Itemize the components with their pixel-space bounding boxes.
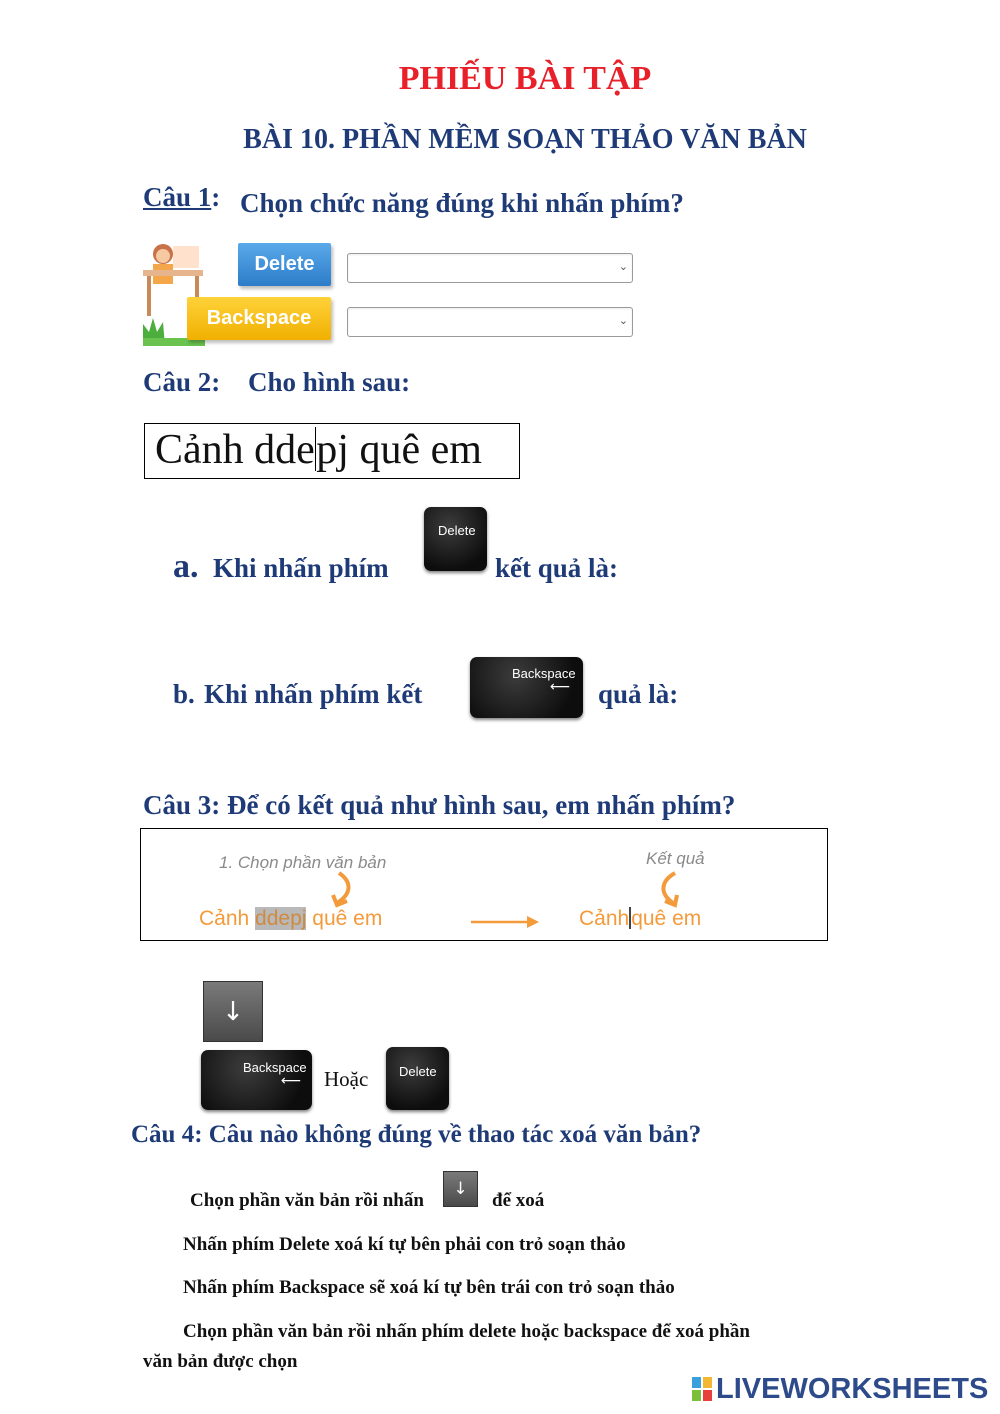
q4-option-2[interactable]: Nhấn phím Delete xoá kí tự bên phải con trỏ soạn thảo [183, 1234, 626, 1255]
q2-sample-text-box [144, 423, 520, 479]
backspace-key-label: Backspace [187, 297, 331, 340]
q2-b-result: quả là: [598, 679, 679, 709]
q3-figure [140, 828, 828, 941]
before-text-b: quê em [306, 907, 383, 930]
worksheet-title: PHIẾU BÀI TẬP [398, 60, 652, 97]
selected-text: ddepj [255, 907, 307, 930]
q4-option-3[interactable]: Nhấn phím Backspace sẽ xoá kí tự bên trái con trỏ soạn thảo [183, 1277, 675, 1298]
liveworksheets-logo-icon [692, 1377, 712, 1401]
q4-question: Câu 4: Câu nào không đúng về thao tác xoá văn bản? [131, 1121, 702, 1148]
delete-key-option[interactable] [386, 1047, 449, 1110]
chevron-down-icon: ⌄ [618, 314, 628, 327]
q4-option-1[interactable] [190, 1190, 424, 1212]
worksheet-subtitle: BÀI 10. PHẦN MỀM SOẠN THẢO VĂN BẢN [243, 124, 807, 155]
figure-step-label: 1. Chọn phần văn bản [219, 853, 387, 872]
before-text-a: Cảnh [199, 907, 256, 930]
figure-after-text [579, 907, 701, 931]
chevron-down-icon: ⌄ [618, 260, 628, 273]
or-label: Hoặc [324, 1067, 369, 1091]
q2-a-result: kết quả là: [495, 553, 619, 583]
delete-function-dropdown[interactable] [347, 253, 633, 283]
right-arrow-icon [471, 915, 541, 929]
q2-sample-text [155, 426, 482, 474]
down-arrow-key-option[interactable] [203, 981, 263, 1042]
figure-before-text [199, 907, 382, 931]
delete-key-icon [424, 507, 487, 571]
down-arrow-key-icon [443, 1171, 478, 1207]
delete-key-text: Delete [399, 1064, 437, 1079]
backspace-key-icon [470, 657, 583, 718]
backspace-key-option[interactable] [201, 1050, 312, 1110]
left-arrow-icon: ⟵ [550, 679, 571, 695]
q4-option-4-line-1[interactable]: Chọn phần văn bản rồi nhấn phím delete hoặc backspace để xoá phần [183, 1321, 750, 1342]
down-arrow-icon: ↓ [222, 996, 244, 1027]
q2-a-text: Khi nhấn phím [213, 553, 389, 583]
q2-question: Cho hình sau: [248, 367, 411, 397]
q2-label: Câu 2: [143, 367, 221, 397]
backspace-key-text: Backspace [512, 666, 576, 681]
q1-question: Chọn chức năng đúng khi nhấn phím? [240, 188, 684, 218]
backspace-function-dropdown[interactable] [347, 307, 633, 337]
figure-result-label: Kết quả [646, 849, 705, 868]
q2-b-text: Khi nhấn phím kết [204, 679, 423, 709]
curved-arrow-icon [331, 871, 361, 911]
q4-option-4-line-2[interactable]: văn bản được chọn [143, 1351, 298, 1372]
sample-text-right: pj quê em [316, 427, 482, 473]
q4-option-1-text-a: Chọn phần văn bản rồi nhấn [190, 1190, 424, 1211]
delete-key-text: Delete [438, 523, 476, 538]
liveworksheets-brand: LIVEWORKSHEETS [716, 1373, 989, 1405]
after-text-a: Cảnh [579, 907, 630, 930]
curved-arrow-icon [653, 871, 683, 911]
down-arrow-icon: ↓ [453, 1179, 468, 1199]
q3-question: Câu 3: Để có kết quả như hình sau, em nhấn phím? [143, 790, 736, 820]
q2-b-letter: b. [173, 679, 195, 709]
delete-key-label: Delete [238, 243, 331, 286]
q2-a-letter: a. [173, 548, 199, 585]
sample-text-left: Cảnh dde [155, 427, 315, 473]
q1-label: Câu 1 [143, 182, 212, 212]
q4-option-1-text-b: để xoá [492, 1190, 545, 1211]
q1-colon: : [211, 182, 221, 212]
q1-label-row [143, 182, 220, 213]
after-text-b: quê em [631, 907, 702, 930]
left-arrow-icon: ⟵ [281, 1073, 302, 1089]
backspace-key-text: Backspace [243, 1060, 307, 1075]
